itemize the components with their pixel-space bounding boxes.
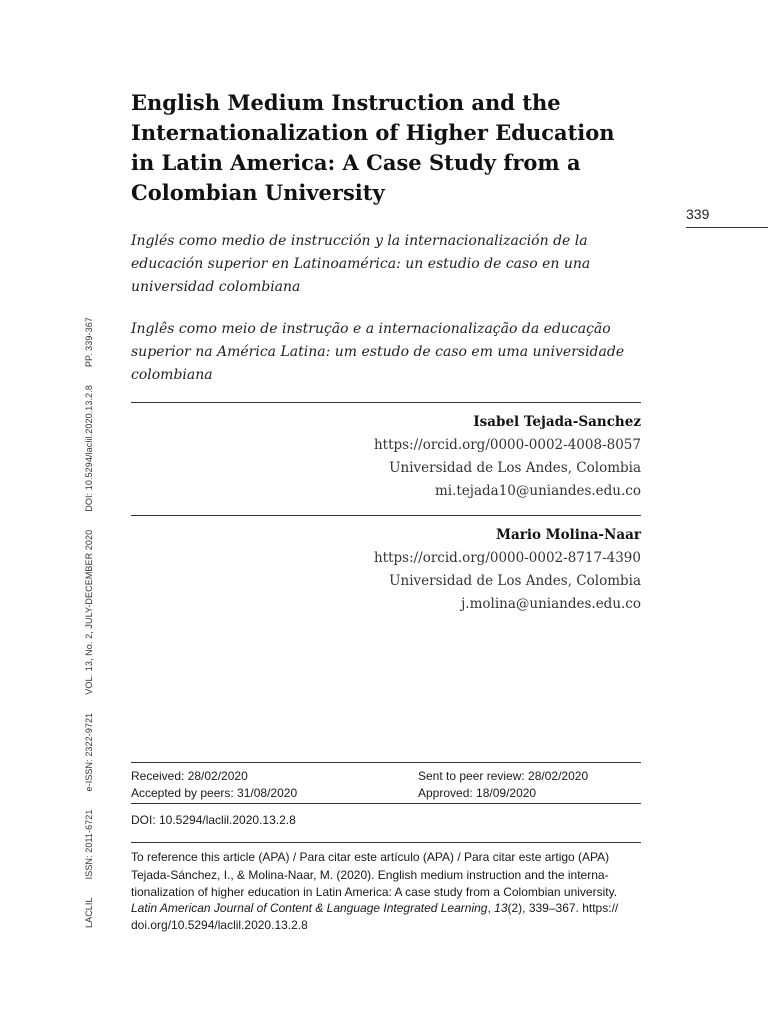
author-orcid-link[interactable]: https://orcid.org/0000-0002-4008-8057 bbox=[373, 437, 641, 453]
citation-volume: 13 bbox=[494, 901, 508, 915]
citation-doi-link[interactable]: doi.org/10.5294/laclil.2020.13.2.8 bbox=[131, 917, 308, 932]
author-affiliation: Universidad de Los Andes, Colombia bbox=[389, 573, 641, 589]
sidebar-volume: VOL. 13, No. 2, JULY-DECEMBER 2020 bbox=[84, 529, 94, 695]
divider bbox=[131, 402, 641, 403]
apa-citation bbox=[131, 867, 646, 933]
author-name: Mario Molina-Naar bbox=[496, 527, 641, 543]
author-email-link[interactable]: mi.tejada10@uniandes.edu.co bbox=[434, 483, 641, 499]
spanish-title bbox=[131, 230, 641, 299]
author-block bbox=[131, 411, 641, 503]
citation-journal: Latin American Journal of Content & Language Integrated Learning bbox=[131, 901, 488, 915]
article-title-line: Internationalization of Higher Education bbox=[131, 120, 615, 145]
sidebar-eissn: e-ISSN: 2322-9721 bbox=[84, 712, 94, 792]
citation-line: tionalization of higher education in Latin America: A case study from a Colombian university. bbox=[131, 884, 618, 899]
sidebar-doi: DOI: 10.5294/laclil.2020.13.2.8 bbox=[84, 385, 94, 512]
sent-review-date: Sent to peer review: 28/02/2020 bbox=[418, 769, 589, 783]
doi[interactable]: DOI: 10.5294/laclil.2020.13.2.8 bbox=[131, 813, 296, 827]
portuguese-title-line: superior na América Latina: um estudo de caso em uma universidade bbox=[131, 344, 625, 360]
article-title-line: in Latin America: A Case Study from a bbox=[131, 150, 581, 175]
spanish-title-line: educación superior en Latinoamérica: un estudio de caso en una bbox=[131, 256, 591, 272]
divider bbox=[131, 803, 641, 804]
article-title bbox=[131, 88, 651, 208]
accepted-date: Accepted by peers: 31/08/2020 bbox=[131, 786, 298, 800]
divider bbox=[131, 762, 641, 763]
divider bbox=[131, 842, 641, 843]
author-affiliation: Universidad de Los Andes, Colombia bbox=[389, 460, 641, 476]
portuguese-title bbox=[131, 318, 641, 387]
citation-separator: , bbox=[487, 901, 495, 915]
author-block bbox=[131, 524, 641, 616]
sidebar-journal: LACLIL bbox=[84, 897, 94, 928]
dates-left-column bbox=[131, 768, 297, 802]
journal-sidebar bbox=[84, 317, 94, 928]
approved-date: Approved: 18/09/2020 bbox=[418, 786, 537, 800]
dates-right-column bbox=[418, 768, 588, 802]
page-number: 339 bbox=[686, 206, 710, 222]
portuguese-title-line: colombiana bbox=[131, 367, 213, 383]
reference-heading: To reference this article (APA) / Para citar este artículo (APA) / Para citar este artigo (APA) bbox=[131, 850, 610, 864]
portuguese-title-line: Inglês como meio de instrução e a internacionalização da educação bbox=[131, 321, 611, 337]
citation-line: Tejada-Sánchez, I., & Molina-Naar, M. (2020). English medium instruction and the interna- bbox=[131, 868, 609, 882]
citation-line bbox=[131, 900, 646, 917]
spanish-title-line: Inglés como medio de instrucción y la internacionalización de la bbox=[131, 233, 588, 249]
sidebar-issn: ISSN: 2011-6721 bbox=[84, 809, 94, 880]
sidebar-pages: PP. 339-367 bbox=[84, 317, 94, 368]
author-orcid-link[interactable]: https://orcid.org/0000-0002-8717-4390 bbox=[373, 550, 641, 566]
author-email-link[interactable]: j.molina@uniandes.edu.co bbox=[461, 596, 641, 612]
citation-issue-pages: (2), 339–367. https:// bbox=[507, 901, 619, 915]
page-number-rule bbox=[686, 227, 768, 228]
article-title-line: English Medium Instruction and the bbox=[131, 90, 561, 115]
spanish-title-line: universidad colombiana bbox=[131, 279, 301, 295]
author-name: Isabel Tejada-Sanchez bbox=[473, 414, 641, 430]
received-date: Received: 28/02/2020 bbox=[131, 769, 248, 783]
divider bbox=[131, 515, 641, 516]
article-title-line: Colombian University bbox=[131, 180, 385, 205]
